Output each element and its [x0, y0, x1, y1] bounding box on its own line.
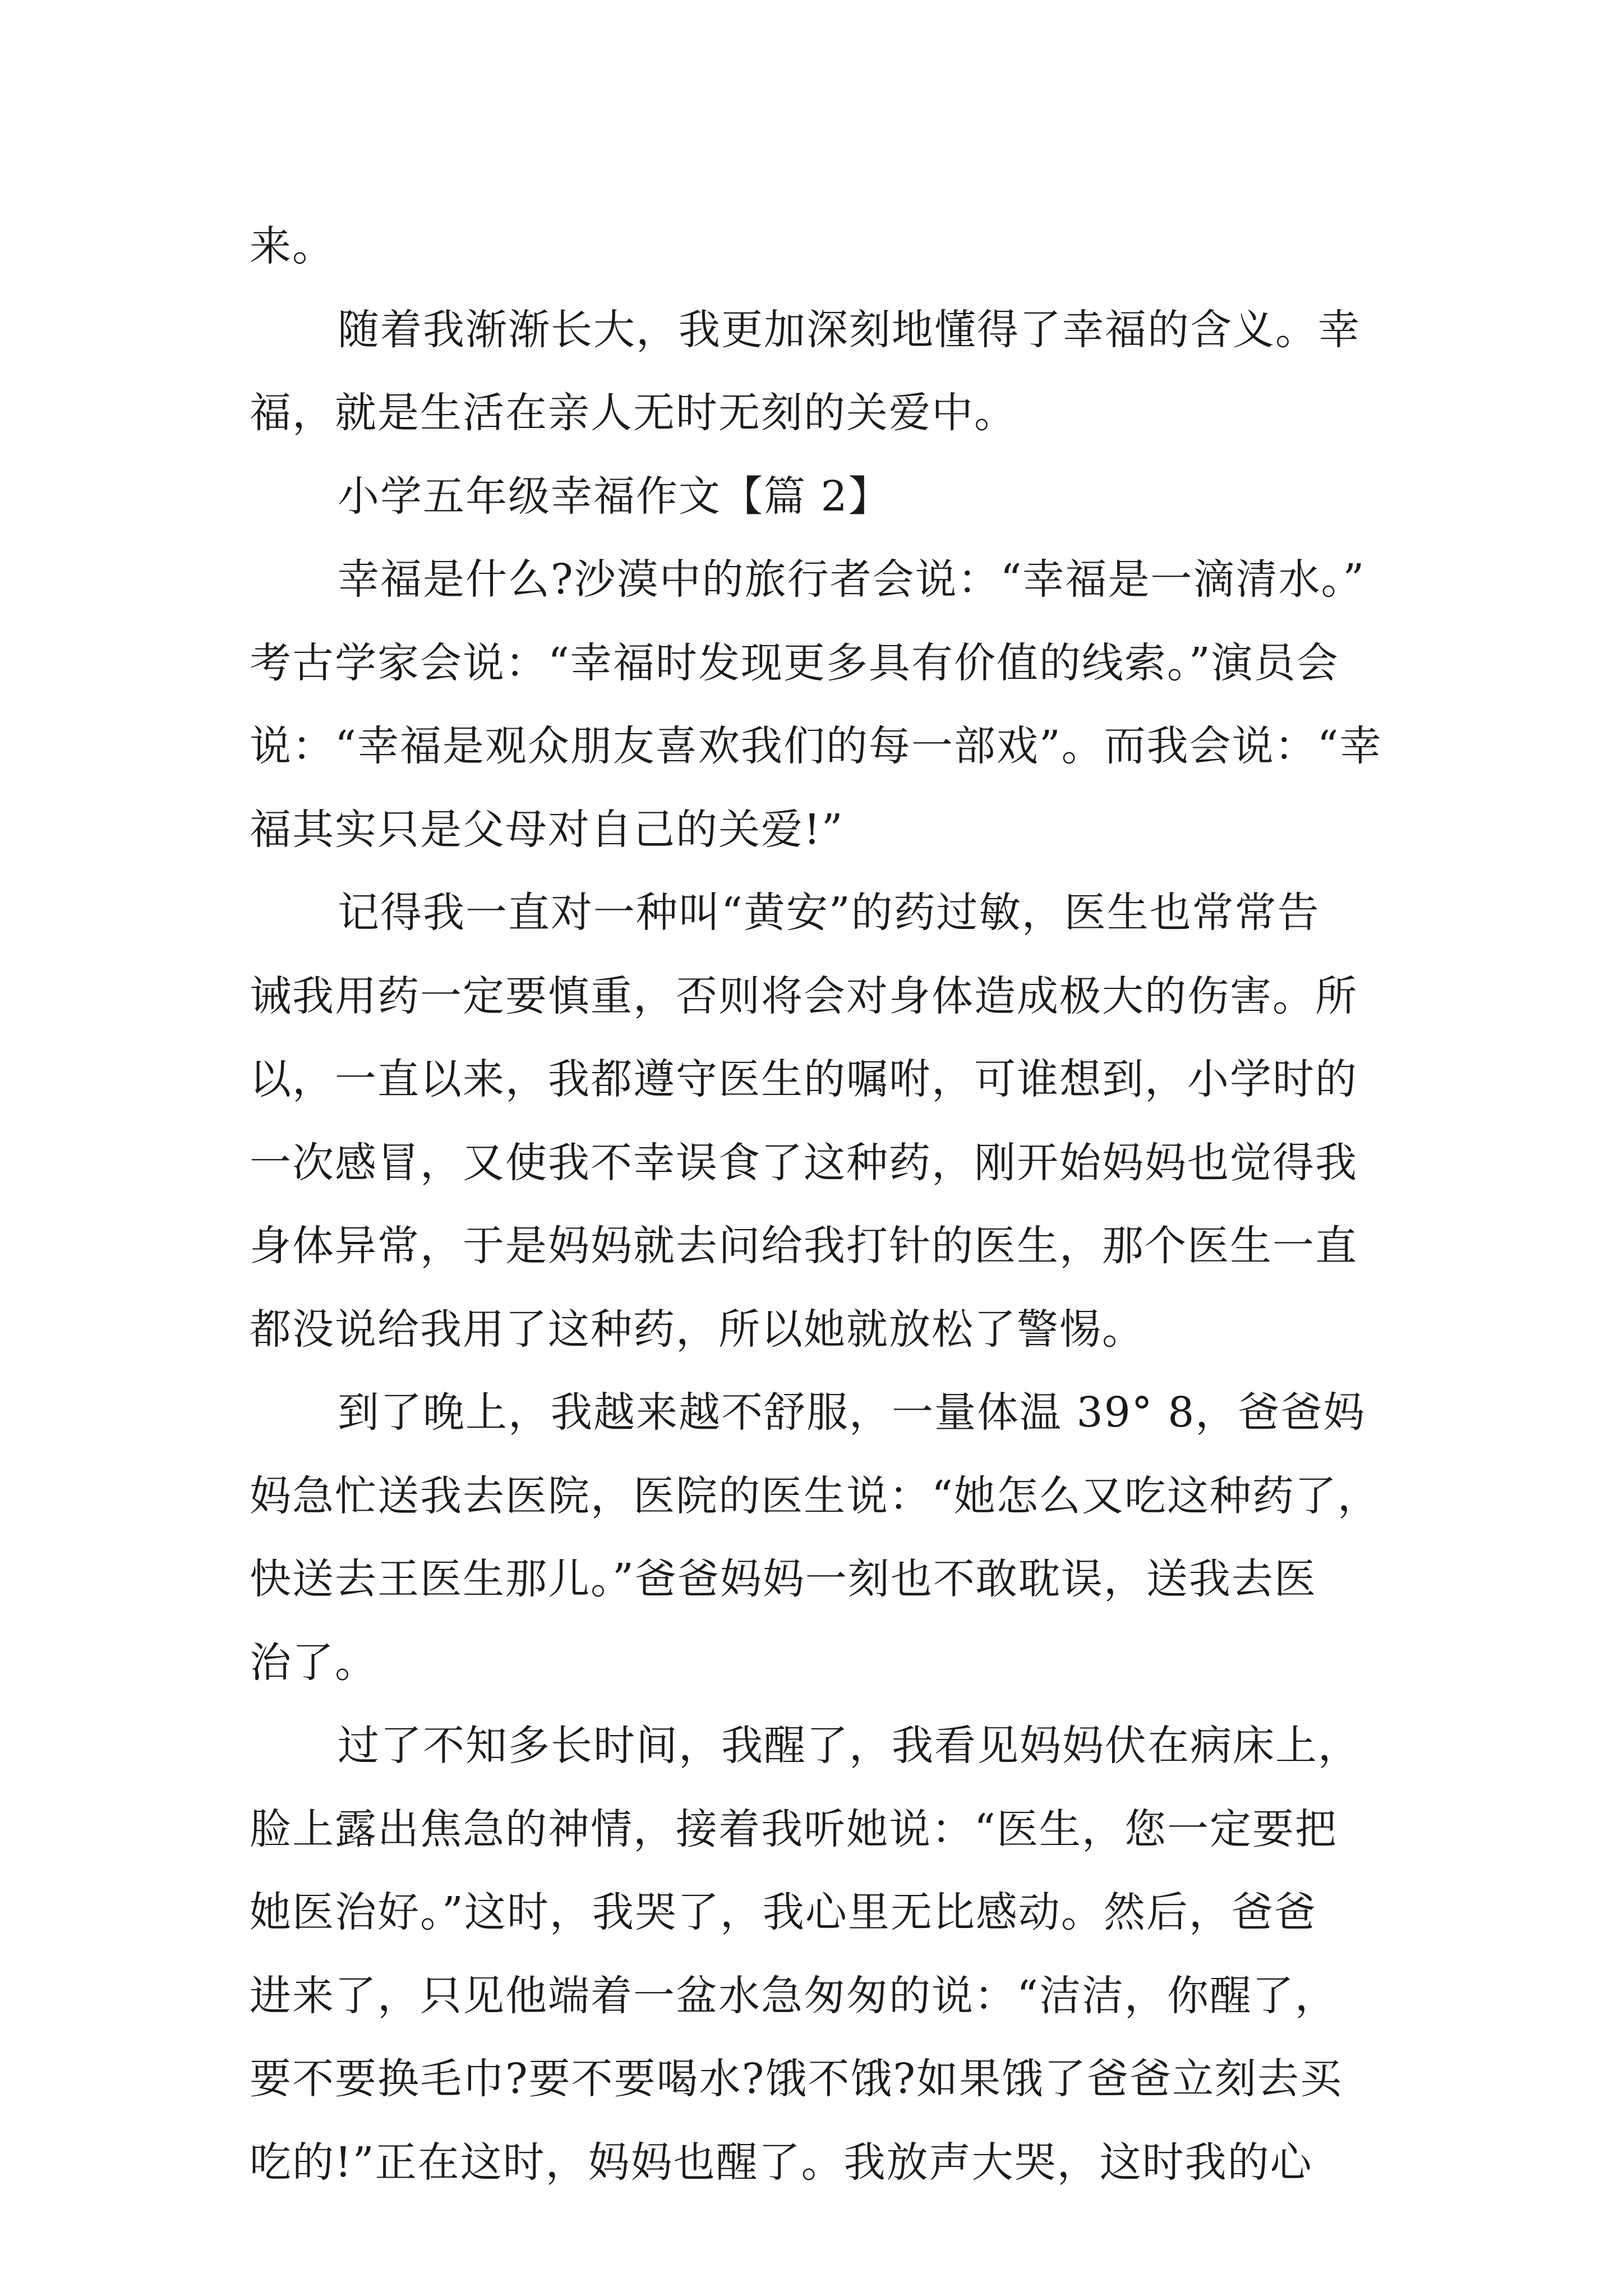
- paragraph: [250, 871, 1394, 1371]
- text-line: 治了。: [250, 1638, 377, 1687]
- text-line: 记得我一直对一种叫“黄安”的药过敏，医生也常常告: [338, 889, 1320, 937]
- paragraph: [250, 205, 1394, 288]
- text-line: 随着我渐渐长大，我更加深刻地懂得了幸福的含义。幸: [338, 305, 1361, 354]
- text-line: 福其实只是父母对自己的关爱!”: [250, 805, 844, 854]
- text-line: 考古学家会说：“幸福时发现更多具有价值的线索。”演员会: [250, 638, 1339, 687]
- text-line: 说：“幸福是观众朋友喜欢我们的每一部戏”。而我会说：“幸: [250, 722, 1382, 770]
- paragraph: [250, 1371, 1394, 1704]
- paragraph: [250, 288, 1394, 455]
- paragraph: [250, 1704, 1394, 2204]
- paragraph: [250, 538, 1394, 871]
- text-line: 到了晚上，我越来越不舒服，一量体温 39° 8，爸爸妈: [338, 1388, 1366, 1437]
- text-line: 幸福是什么?沙漠中的旅行者会说：“幸福是一滴清水。”: [338, 555, 1366, 604]
- text-line: 身体异常，于是妈妈就去问给我打针的医生，那个医生一直: [250, 1222, 1358, 1270]
- text-line: 进来了，只见他端着一盆水急匆匆的说：“洁洁，你醒了，: [250, 1971, 1338, 2020]
- text-line: 都没说给我用了这种药，所以她就放松了警惕。: [250, 1305, 1145, 1354]
- text-line: 诫我用药一定要慎重，否则将会对身体造成极大的伤害。所: [250, 972, 1358, 1020]
- text-line: 福，就是生活在亲人无时无刻的关爱中。: [250, 389, 1017, 437]
- text-line: 以，一直以来，我都遵守医生的嘱咐，可谁想到，小学时的: [250, 1055, 1358, 1103]
- text-line: 她医治好。”这时，我哭了，我心里无比感动。然后，爸爸: [250, 1888, 1317, 1936]
- text-line: 妈急忙送我去医院，医院的医生说：“她怎么又吃这种药了，: [250, 1471, 1380, 1520]
- text-line: 来。: [250, 222, 335, 270]
- text-line: 小学五年级幸福作文【篇 2】: [338, 472, 891, 521]
- text-line: 要不要换毛巾?要不要喝水?饿不饿?如果饿了爸爸立刻去买: [250, 2055, 1343, 2103]
- text-line: 过了不知多长时间，我醒了，我看见妈妈伏在病床上，: [338, 1722, 1361, 1770]
- text-line: 吃的!”正在这时，妈妈也醒了。我放声大哭，这时我的心: [250, 2138, 1313, 2187]
- text-line: 脸上露出焦急的神情，接着我听她说：“医生，您一定要把: [250, 1805, 1338, 1853]
- document-body: [250, 205, 1394, 2204]
- text-line: 快送去王医生那儿。”爸爸妈妈一刻也不敢耽误，送我去医: [250, 1555, 1317, 1603]
- text-line: 一次感冒，又使我不幸误食了这种药，刚开始妈妈也觉得我: [250, 1138, 1358, 1187]
- paragraph: [250, 455, 1394, 539]
